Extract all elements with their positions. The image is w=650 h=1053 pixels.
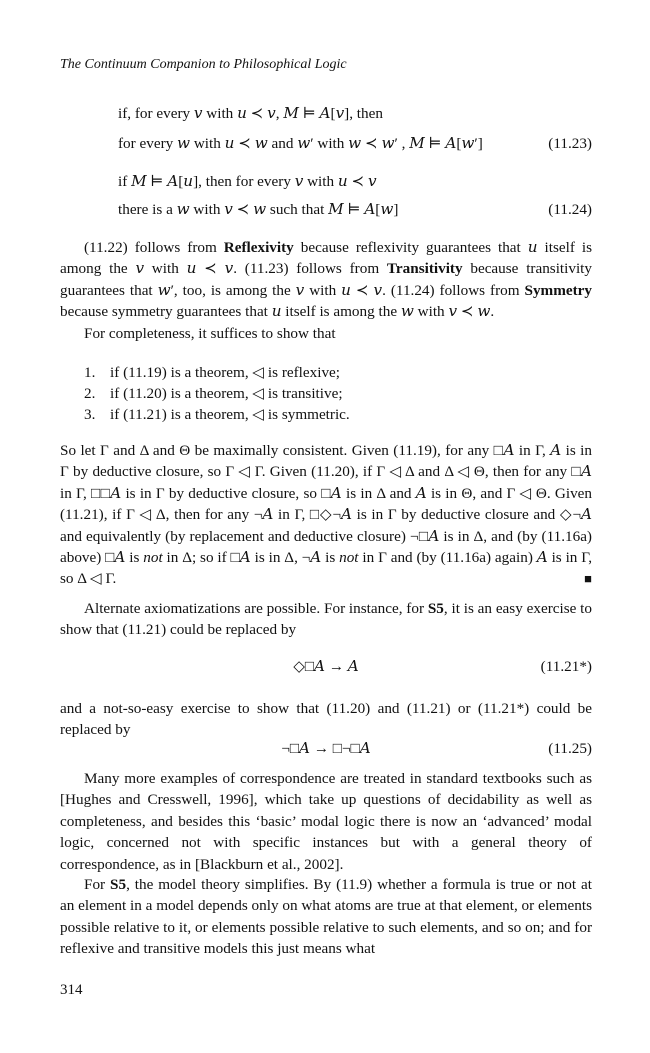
paragraph-replacement <box>60 698 592 741</box>
text-run: because reflexivity guarantees that 𝑢 itself is among the 𝑣 with 𝑢 ≺ 𝑣. (11.23) follows from <box>60 239 592 278</box>
text-run: , the model theory simplifies. By (11.9) whether a formula is true or not at an element in a model depends only on what atoms are true at that element, or elements possible relative to it, or elements possible relative to such elements, and so on; and for reflexive and transitive models this just means what <box>60 876 592 958</box>
text-run: , it is an easy exercise to show that (11.21) could be replaced by <box>60 600 592 639</box>
display-text: there is a 𝑤 with 𝑣 ≺ 𝑤 such that 𝑀 ⊨ 𝐴[𝑤] <box>118 201 399 218</box>
proof-text <box>60 440 592 590</box>
text-run: because transitivity guarantees that 𝑤′, too, is among the 𝑣 with 𝑢 ≺ 𝑣. (11.24) follows from <box>60 260 592 299</box>
paragraph-s5-model-theory <box>60 874 592 960</box>
list-number: 2. <box>84 385 96 402</box>
system-s5: S5 <box>110 876 127 893</box>
paragraph-text <box>60 874 592 960</box>
paragraph-text: Many more examples of correspondence are treated in standard textbooks such as [Hughes and Cresswell, 1996], which take up questions of decidability as well as completeness, and besides this ‘basic’ modal logic there is now an ‘advanced’ modal logic, concerned not with specific instances but with a general theory of correspondence, as in [Blackburn et al., 2002]. <box>60 770 592 873</box>
term-reflexivity: Reflexivity <box>223 239 294 256</box>
equation-number: (11.21*) <box>540 658 592 675</box>
paragraph-alternate-axiomatizations <box>60 598 592 641</box>
emphasis-not: not <box>143 549 163 567</box>
list-item-text: if (11.20) is a theorem, ◁ is transitive; <box>110 385 343 402</box>
formula: ¬□𝐴 → □¬□𝐴 <box>281 740 371 757</box>
qed-symbol: ■ <box>584 571 592 587</box>
term-symmetry: Symmetry <box>524 281 592 299</box>
paragraph-text: and a not-so-easy exercise to show that (11.20) and (11.21) or (11.21*) could be replaced by <box>60 700 592 739</box>
emphasis-not: not <box>339 549 359 567</box>
display-line-1 <box>118 104 592 124</box>
text-run: So let Γ and Δ and Θ be maximally consistent. Given (11.19), for any □𝐴 in Γ, 𝐴 is in Γ by deductive closure, so Γ ◁ Γ. Given (11.20), if Γ ◁ Δ and Δ ◁ Θ, then for any □𝐴 in Γ, □□𝐴 is in Γ by deductive closure, so □𝐴 is in Δ and 𝐴 is in Θ, and Γ ◁ Θ. Given (11.21), if Γ ◁ Δ, then for any ¬𝐴 in Γ, □◇¬𝐴 is in Γ by deductive closure and ◇¬𝐴 and equivalently (by replacement and deductive closure) ¬□𝐴 is in Δ, and (by (11.16a) above) □𝐴 is <box>60 442 592 567</box>
text-run: Alternate axiomatizations are possible. For instance, for <box>84 600 428 617</box>
numbered-list <box>84 362 584 425</box>
proof-paragraph <box>60 440 592 590</box>
text-run: (11.22) follows from <box>84 239 224 256</box>
text-run: because symmetry guarantees that 𝑢 itself is among the 𝑤 with 𝑣 ≺ 𝑤. <box>60 303 495 321</box>
display-line-4 <box>118 200 592 220</box>
display-line-2 <box>118 134 592 154</box>
list-item <box>84 404 584 425</box>
paragraph-correspondence <box>60 237 592 344</box>
formula: ◇□𝐴 → 𝐴 <box>293 658 359 675</box>
list-item-text: if (11.19) is a theorem, ◁ is reflexive; <box>110 364 340 381</box>
display-line-3 <box>118 172 592 192</box>
paragraph-text <box>60 237 592 323</box>
display-text: if 𝑀 ⊨ 𝐴[𝑢], then for every 𝑣 with 𝑢 ≺ 𝑣 <box>118 173 377 190</box>
list-item <box>84 383 584 404</box>
text-run: in Γ and (by (11.16a) again) 𝐴 is in Γ, so Δ ◁ Γ. <box>60 549 592 588</box>
text-run: in Δ; so if □𝐴 is in Δ, ¬𝐴 is <box>162 549 340 567</box>
paragraph-completeness: For completeness, it suffices to show that <box>84 324 336 342</box>
page-number: 314 <box>60 982 83 998</box>
display-text: for every 𝑤 with 𝑢 ≺ 𝑤 and 𝑤′ with 𝑤 ≺ 𝑤′ , 𝑀 ⊨ 𝐴[𝑤′] <box>118 135 483 152</box>
text-run: For <box>84 876 111 893</box>
running-head: The Continuum Companion to Philosophical Logic <box>60 57 347 72</box>
list-number: 3. <box>84 406 96 423</box>
equation-number-11-24: (11.24) <box>548 201 592 218</box>
paragraph-more-examples <box>60 768 592 875</box>
list-item <box>84 362 584 383</box>
term-transitivity: Transitivity <box>386 260 463 278</box>
equation-number-11-23: (11.23) <box>548 135 592 152</box>
equation-number: (11.25) <box>548 740 592 757</box>
list-item-text: if (11.21) is a theorem, ◁ is symmetric. <box>110 406 350 423</box>
display-text: if, for every 𝑣 with 𝑢 ≺ 𝑣, 𝑀 ⊨ 𝐴[𝑣], then <box>118 105 383 122</box>
paragraph-text <box>60 598 592 641</box>
system-s5: S5 <box>427 600 444 617</box>
list-number: 1. <box>84 364 96 381</box>
